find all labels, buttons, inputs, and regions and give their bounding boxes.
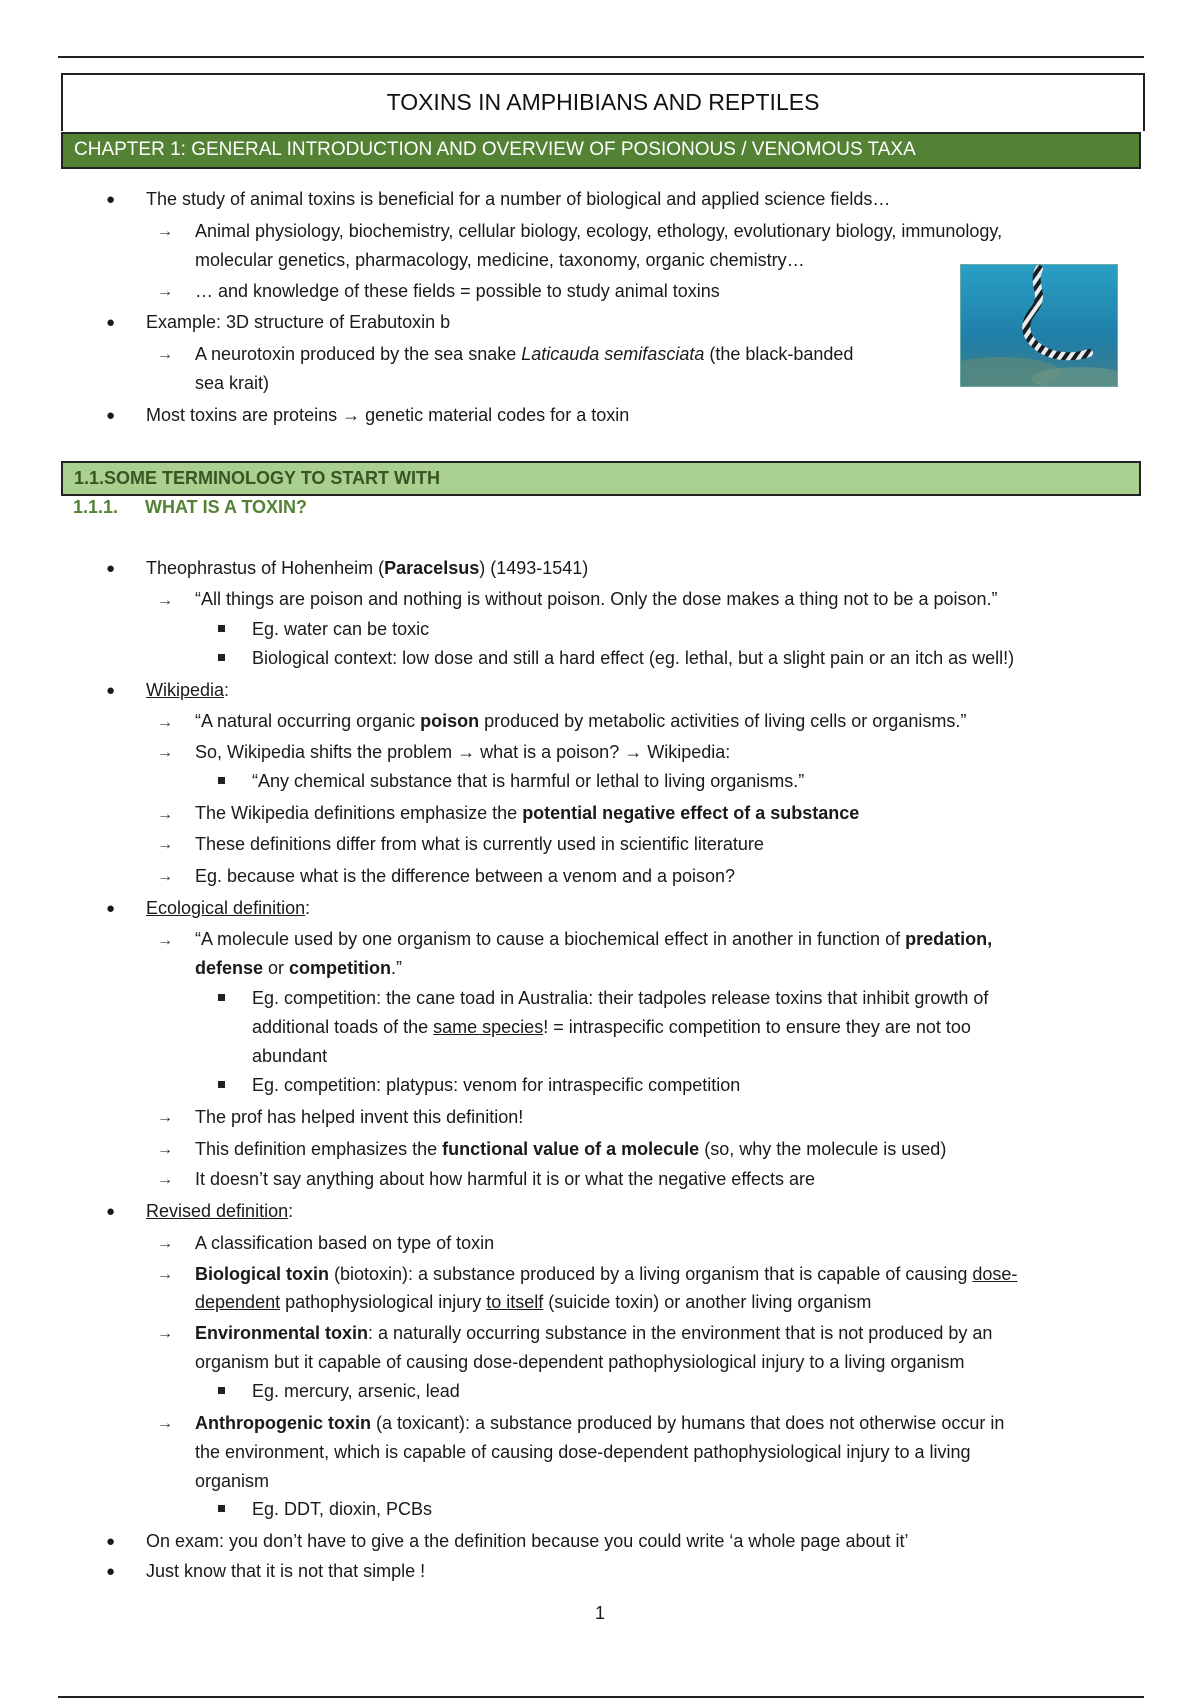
- body-text: Eg. DDT, dioxin, PCBs: [252, 1499, 433, 1519]
- body-text: the environment, which is capable of causing dose-dependent pathophysiological injury to a living: [195, 1442, 971, 1462]
- body-text: “All things are poison and nothing is without poison. Only the dose makes a thing not to be a poison.”: [195, 589, 998, 609]
- body-text: “A molecule used by one organism to cause a biochemical effect in another in function of predation,: [195, 929, 993, 949]
- body-text: “A natural occurring organic poison produced by metabolic activities of living cells or organisms.”: [195, 711, 967, 731]
- body-text: Biological context: low dose and still a hard effect (eg. lethal, but a slight pain or an itch as well!): [252, 648, 1015, 668]
- body-text: The Wikipedia definitions emphasize the potential negative effect of a substance: [195, 803, 860, 823]
- square-bullet: [218, 625, 225, 632]
- square-bullet: [218, 654, 225, 661]
- body-text: additional toads of the same species! = intraspecific competition to ensure they are not too: [252, 1017, 971, 1037]
- chapter-heading: CHAPTER 1: GENERAL INTRODUCTION AND OVERVIEW OF POSIONOUS / VENOMOUS TAXA: [61, 132, 1141, 169]
- subsection-title: WHAT IS A TOXIN?: [145, 497, 307, 517]
- body-text: Eg. water can be toxic: [252, 619, 430, 639]
- arrow-marker: →: [157, 714, 173, 731]
- body-text: On exam: you don’t have to give a the definition because you could write ‘a whole page about it’: [146, 1531, 909, 1551]
- intro-text: The study of animal toxins is beneficial for a number of biological and applied science fields…: [146, 189, 891, 209]
- arrow-marker: →: [157, 1266, 173, 1283]
- bullet: ●: [106, 191, 116, 208]
- body-text: So, Wikipedia shifts the problem → what is a poison? → Wikipedia:: [195, 742, 731, 762]
- arrow-marker: →: [157, 283, 173, 300]
- arrow-marker: →: [157, 346, 173, 363]
- arrow-marker: →: [157, 223, 173, 240]
- section-heading: 1.1.SOME TERMINOLOGY TO START WITH: [61, 461, 1141, 496]
- body-text: dependent pathophysiological injury to itself (suicide toxin) or another living organism: [195, 1292, 872, 1312]
- intro-text: sea krait): [195, 373, 270, 393]
- arrow-marker: →: [157, 1325, 173, 1342]
- document-title: TOXINS IN AMPHIBIANS AND REPTILES: [61, 73, 1145, 131]
- bullet: ●: [106, 314, 116, 331]
- body-text: Theophrastus of Hohenheim (Paracelsus) (1493-1541): [146, 558, 589, 578]
- arrow-marker: →: [157, 1415, 173, 1432]
- intro-text: Example: 3D structure of Erabutoxin b: [146, 312, 451, 332]
- arrow-marker: →: [157, 744, 173, 761]
- square-bullet: [218, 1505, 225, 1512]
- body-text: Anthropogenic toxin (a toxicant): a substance produced by humans that does not otherwise occur in: [195, 1413, 1005, 1433]
- arrow-marker: →: [157, 806, 173, 823]
- intro-text: molecular genetics, pharmacology, medicine, taxonomy, organic chemistry…: [195, 250, 805, 270]
- square-bullet: [218, 1387, 225, 1394]
- square-bullet: [218, 1081, 225, 1088]
- body-text: Revised definition:: [146, 1201, 294, 1221]
- body-text: Wikipedia:: [146, 680, 230, 700]
- intro-text: A neurotoxin produced by the sea snake Laticauda semifasciata (the black-banded: [195, 344, 854, 364]
- bottom-rule: [58, 1696, 1144, 1698]
- arrow-marker: →: [157, 1141, 173, 1158]
- top-rule: [58, 56, 1144, 58]
- bullet: ●: [106, 900, 116, 917]
- body-text: “Any chemical substance that is harmful or lethal to living organisms.”: [252, 771, 805, 791]
- intro-text: Most toxins are proteins → genetic material codes for a toxin: [146, 405, 630, 425]
- subsection-heading: [73, 497, 307, 519]
- arrow-marker: →: [157, 592, 173, 609]
- arrow-marker: →: [157, 1171, 173, 1188]
- body-text: abundant: [252, 1046, 328, 1066]
- body-text: It doesn’t say anything about how harmful it is or what the negative effects are: [195, 1169, 816, 1189]
- arrow-marker: →: [157, 836, 173, 853]
- body-text: A classification based on type of toxin: [195, 1233, 495, 1253]
- arrow-marker: →: [157, 1235, 173, 1252]
- arrow-marker: →: [157, 868, 173, 885]
- subsection-number: 1.1.1.: [73, 497, 119, 517]
- arrow-marker: →: [157, 1109, 173, 1126]
- body-text: This definition emphasizes the functional value of a molecule (so, why the molecule is used): [195, 1139, 947, 1159]
- sea-krait-photo: [960, 264, 1118, 387]
- square-bullet: [218, 777, 225, 784]
- bullet: ●: [106, 1563, 116, 1580]
- bullet: ●: [106, 1533, 116, 1550]
- body-text: Ecological definition:: [146, 898, 311, 918]
- body-text: Environmental toxin: a naturally occurring substance in the environment that is not produced by an: [195, 1323, 993, 1343]
- arrow-marker: →: [157, 932, 173, 949]
- square-bullet: [218, 994, 225, 1001]
- intro-text: Animal physiology, biochemistry, cellular biology, ecology, ethology, evolutionary biology, immunology,: [195, 221, 1003, 241]
- bullet: ●: [106, 682, 116, 699]
- bullet: ●: [106, 407, 116, 424]
- body-text: organism: [195, 1471, 270, 1491]
- species-name: Laticauda semifasciata: [521, 344, 705, 364]
- body-text: organism but it capable of causing dose-dependent pathophysiological injury to a living organism: [195, 1352, 965, 1372]
- body-text: Biological toxin (biotoxin): a substance produced by a living organism that is capable of causing dose-: [195, 1264, 1018, 1284]
- body-text: These definitions differ from what is currently used in scientific literature: [195, 834, 764, 854]
- body-text: Eg. because what is the difference between a venom and a poison?: [195, 866, 736, 886]
- body-text: Eg. competition: platypus: venom for intraspecific competition: [252, 1075, 741, 1095]
- page-number: 1: [594, 1603, 605, 1623]
- body-text: The prof has helped invent this definition!: [195, 1107, 524, 1127]
- intro-text: … and knowledge of these fields = possible to study animal toxins: [195, 281, 720, 301]
- bullet: ●: [106, 560, 116, 577]
- body-text: defense or competition.”: [195, 958, 403, 978]
- bullet: ●: [106, 1203, 116, 1220]
- body-text: Eg. competition: the cane toad in Australia: their tadpoles release toxins that inhibit growth of: [252, 988, 989, 1008]
- body-text: Eg. mercury, arsenic, lead: [252, 1381, 460, 1401]
- body-text: Just know that it is not that simple !: [146, 1561, 426, 1581]
